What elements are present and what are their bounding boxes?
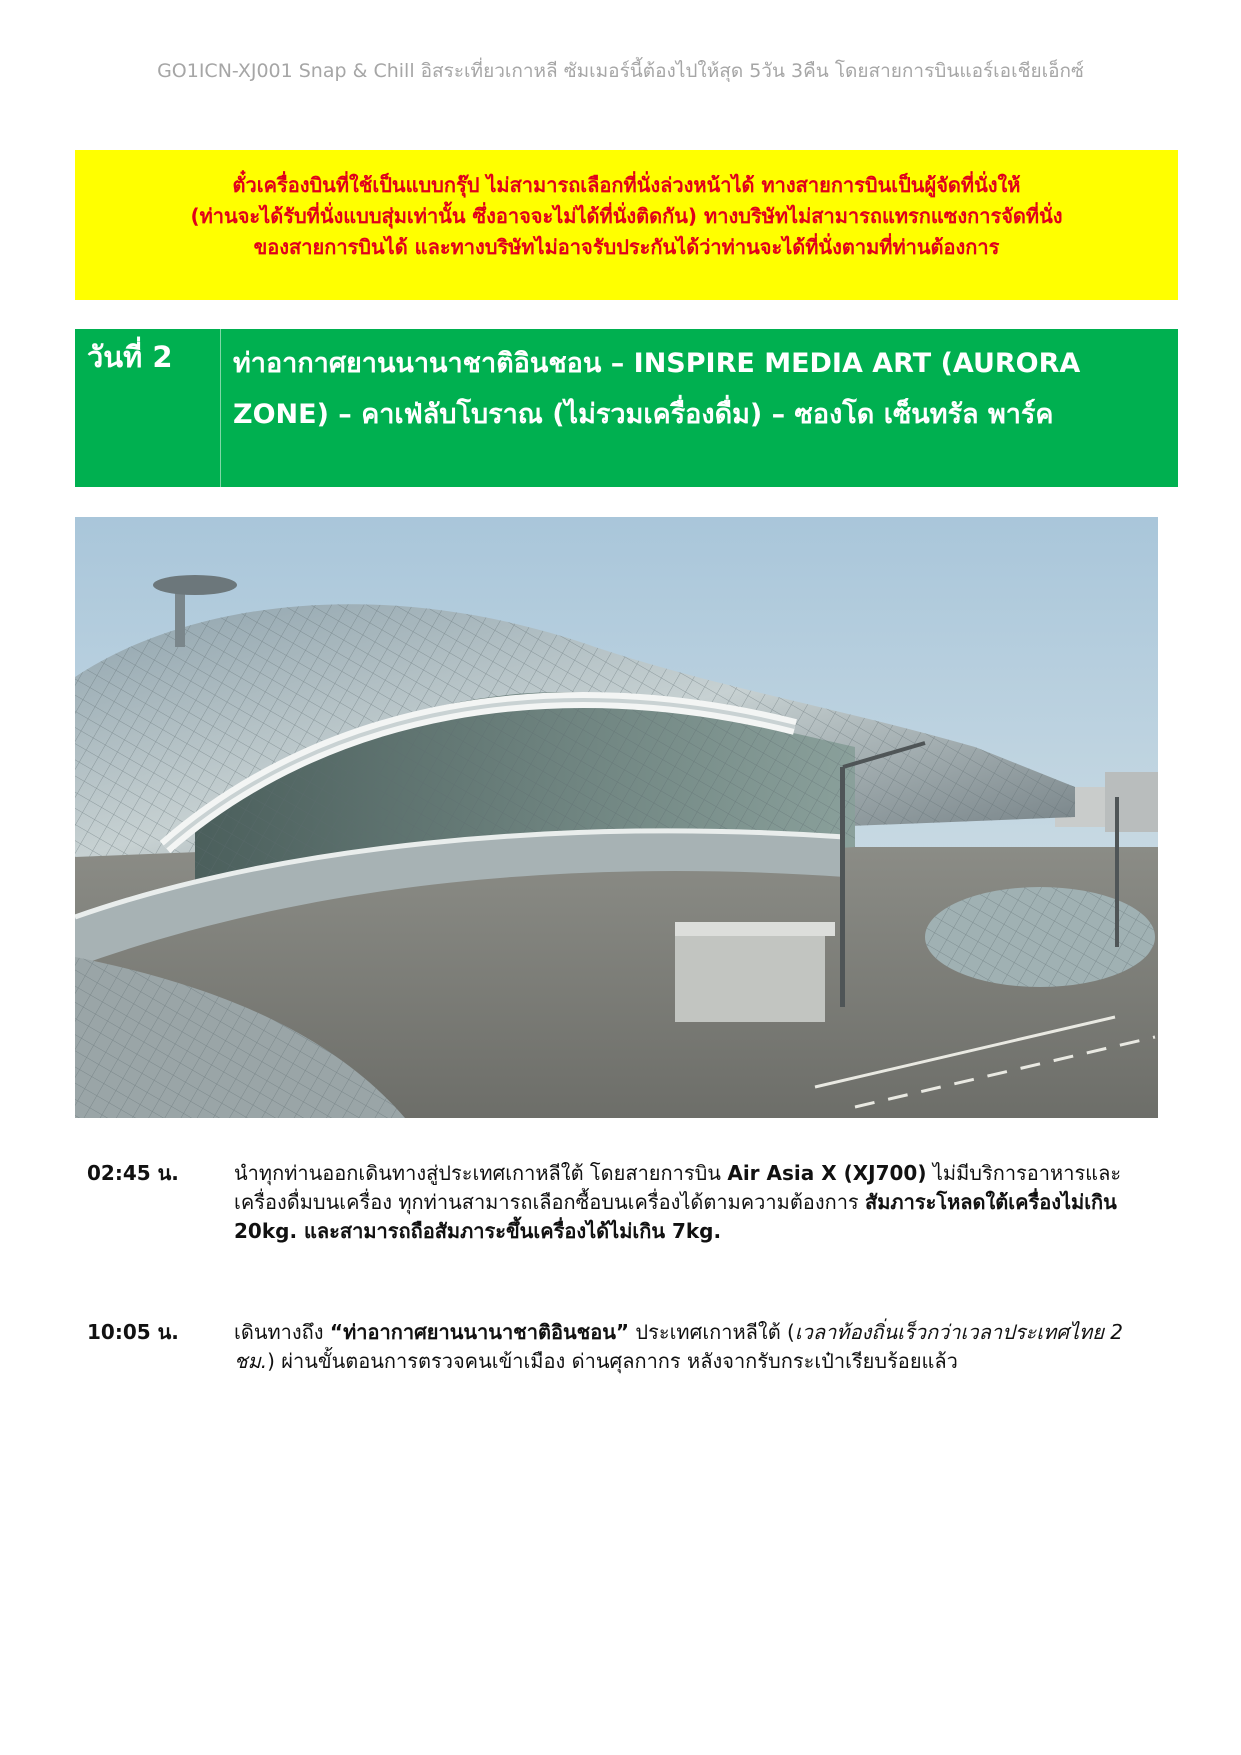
day-title: ท่าอากาศยานนานาชาติอินชอน – INSPIRE MEDIA ART (AURORA ZONE) – คาเฟ่ลับโบราณ (ไม่รวมเครื่องดื่ม) – ซองโด เซ็นทรัล พาร์ค (233, 348, 1081, 430)
schedule-description (234, 1159, 1167, 1246)
seating-notice (75, 150, 1178, 300)
description-text: นำทุกท่านออกเดินทางสู่ประเทศเกาหลีใต้ โดยสายการบิน (234, 1161, 728, 1185)
incheon-airport-photo (75, 517, 1158, 1118)
schedule-time: 02:45 น. (87, 1161, 179, 1185)
notice-line: (ท่านจะได้รับที่นั่งแบบสุ่มเท่านั้น ซึ่งอาจจะไม่ได้ที่นั่งติดกัน) ทางบริษัทไม่สามารถแทรกแซงการจัดที่นั่ง (190, 204, 1063, 228)
time-difference-note: เวลาท้องถิ่นเร็วกว่าเวลาประเทศไทย 2 ชม. (234, 1320, 1124, 1373)
baggage-allowance: สัมภาระโหลดใต้เครื่องไม่เกิน 20kg. และสามารถถือสัมภาระขึ้นเครื่องได้ไม่เกิน 7kg. (234, 1190, 1117, 1243)
description-text: ) ผ่านขั้นตอนการตรวจคนเข้าเมือง ด่านศุลกากร หลังจากรับกระเป๋าเรียบร้อยแล้ว (267, 1349, 958, 1373)
schedule-item (87, 1318, 1167, 1376)
schedule-time: 10:05 น. (87, 1320, 179, 1344)
description-text: เดินทางถึง (234, 1320, 330, 1344)
place-name: “ท่าอากาศยานนานาชาติอินชอน” (329, 1320, 630, 1344)
day-heading (75, 329, 1178, 487)
document-header: GO1ICN-XJ001 Snap & Chill อิสระเที่ยวเกาหลี ซัมเมอร์นี้ต้องไปให้สุด 5วัน 3คืน โดยสายการบินแอร์เอเชียเอ็กซ์ (157, 60, 1084, 82)
airline-flight: Air Asia X (XJ700) (727, 1161, 927, 1185)
notice-line: ตั๋วเครื่องบินที่ใช้เป็นแบบกรุ๊ป ไม่สามารถเลือกที่นั่งล่วงหน้าได้ ทางสายการบินเป็นผู้จัดที่นั่งให้ (232, 173, 1021, 197)
description-text: ไม่มีบริการอาหารและเครื่องดื่มบนเครื่อง ทุกท่านสามารถเลือกซื้อบนเครื่องได้ตามความต้องการ (234, 1161, 1122, 1214)
schedule-description (234, 1318, 1167, 1376)
description-text: ประเทศเกาหลีใต้ ( (629, 1320, 795, 1344)
schedule-item (87, 1159, 1167, 1246)
day-label: วันที่ 2 (75, 329, 221, 487)
notice-line: ของสายการบินได้ และทางบริษัทไม่อาจรับประกันได้ว่าท่านจะได้ที่นั่งตามที่ท่านต้องการ (253, 235, 1000, 259)
